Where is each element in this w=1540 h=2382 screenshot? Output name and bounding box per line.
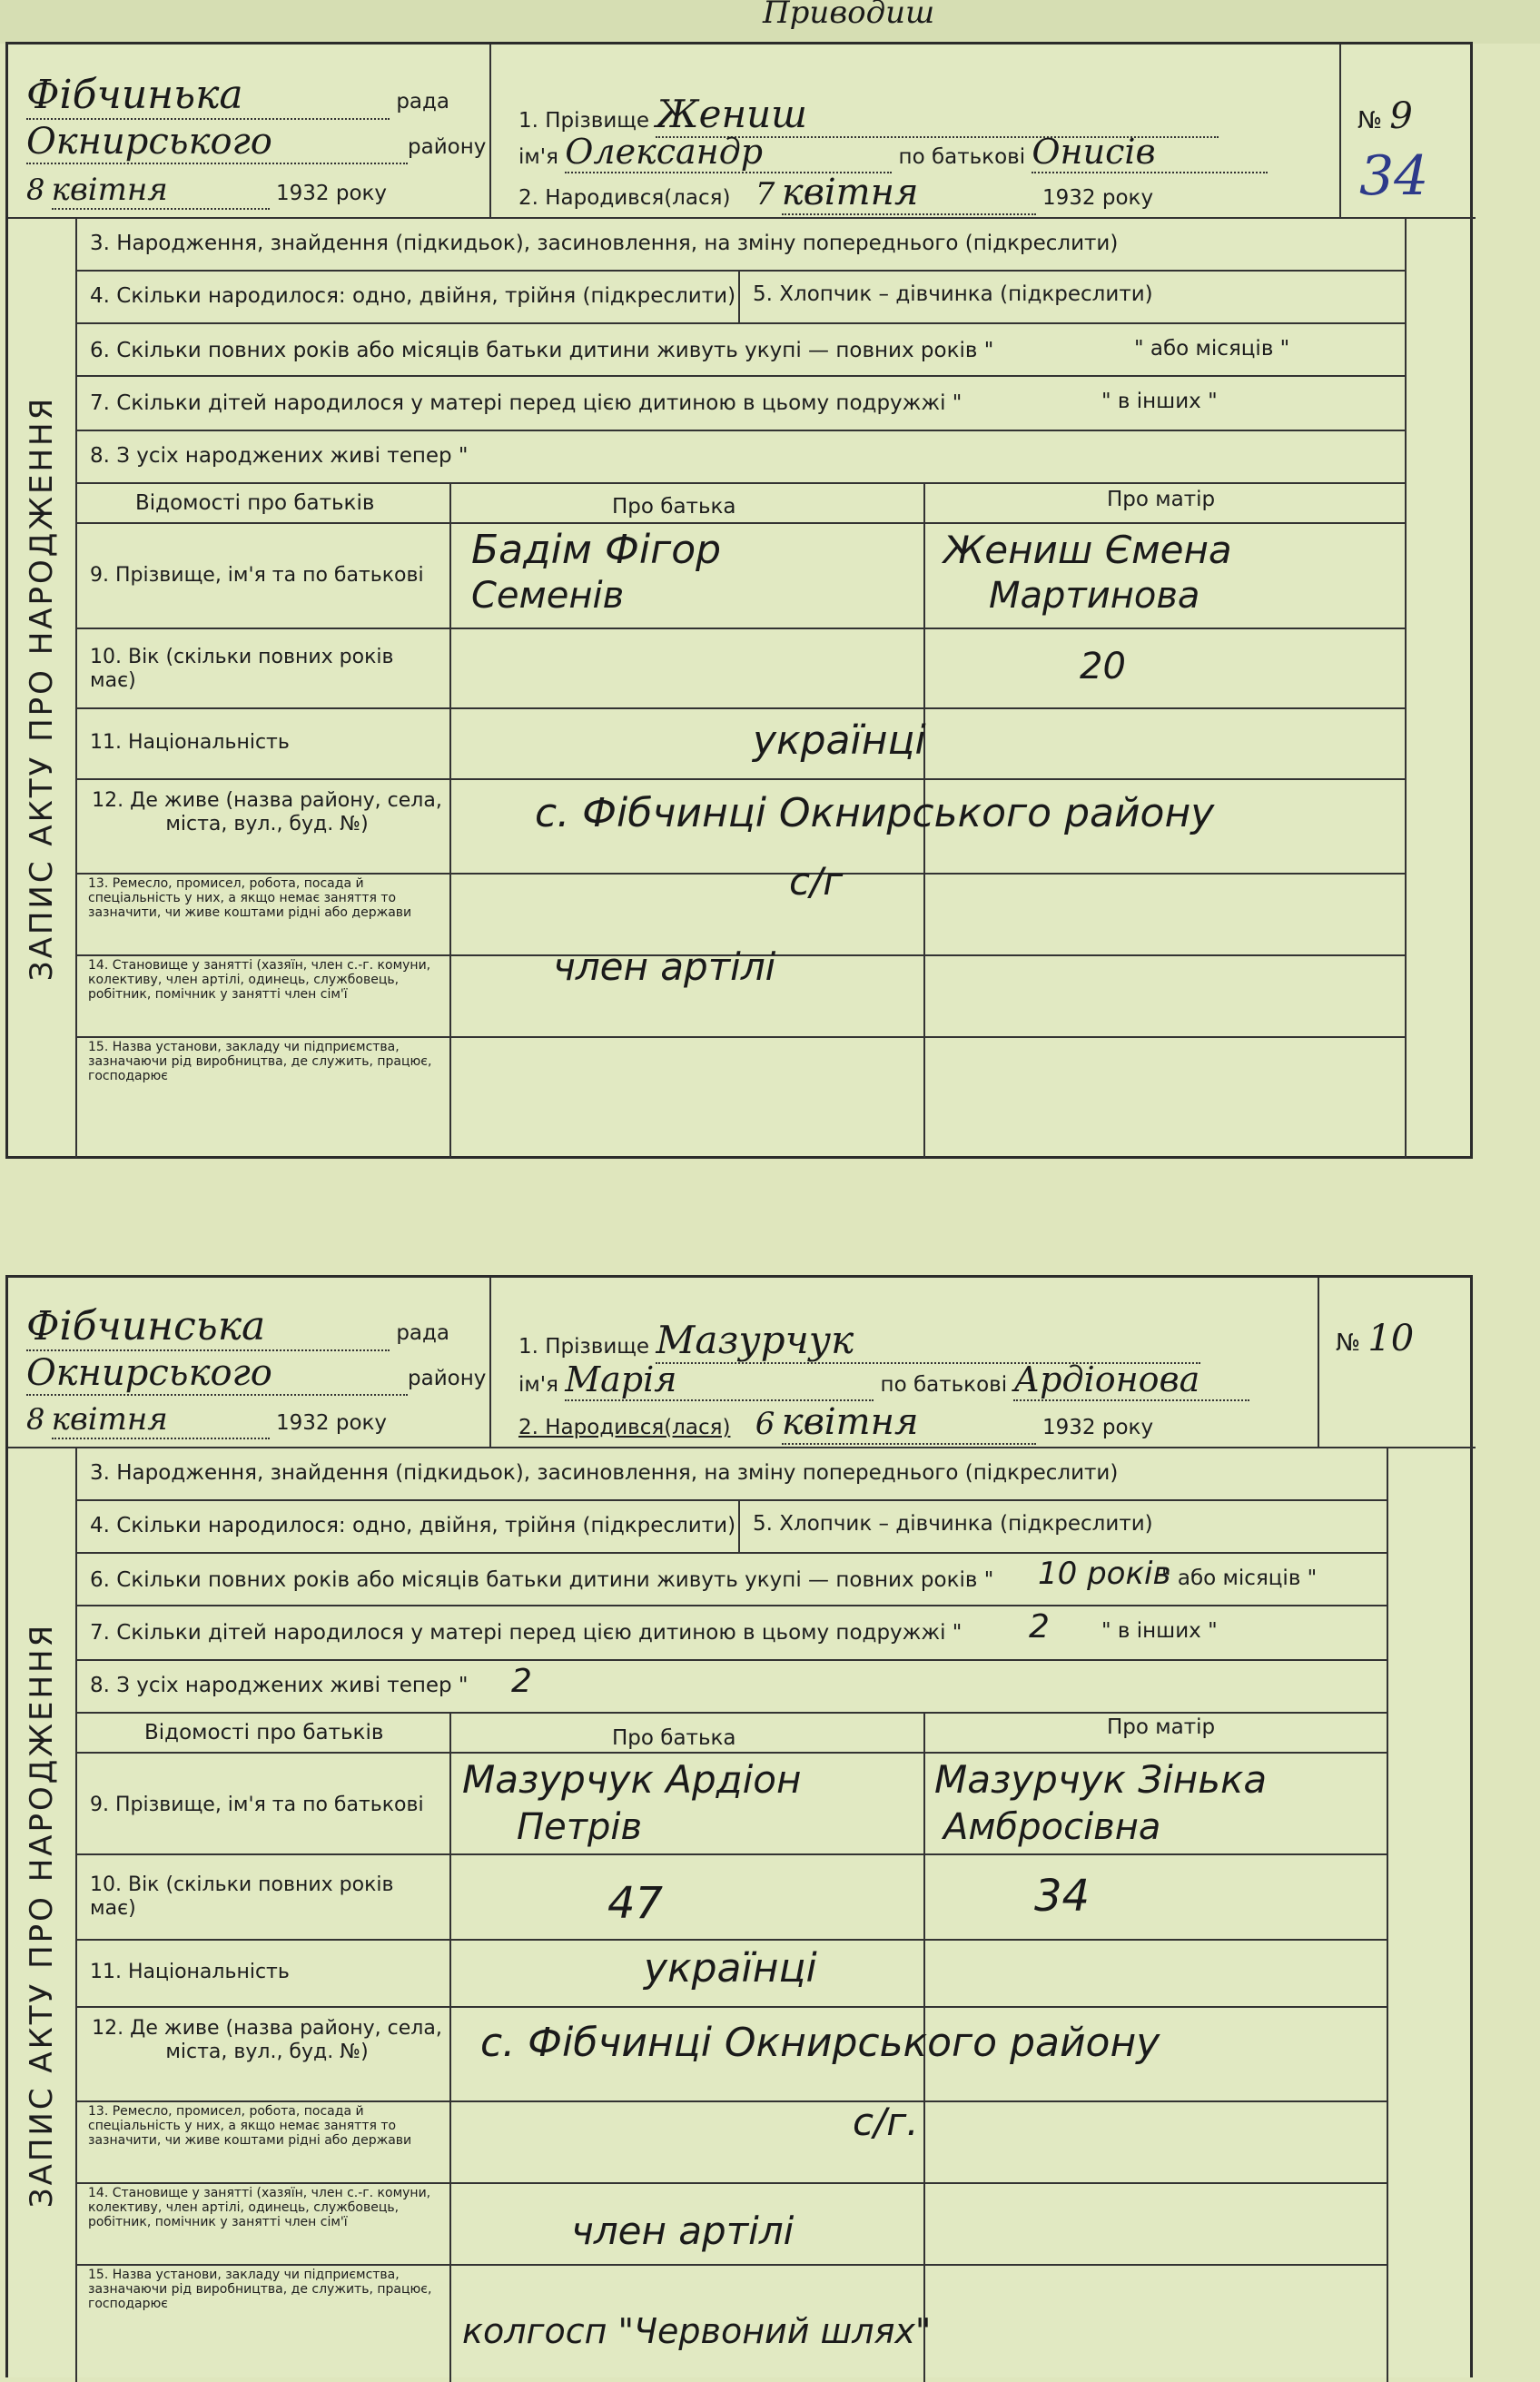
row-3: 3. Народження, знайдення (підкидьок), засиновлення, на зміну попереднього (підкреслити) bbox=[75, 219, 1407, 272]
row-6 bbox=[75, 1554, 1388, 1606]
row-6-value: 10 років bbox=[1038, 1556, 1171, 1592]
mother-age: 20 bbox=[1080, 646, 1126, 687]
row-6-label-b: " або місяців " bbox=[1134, 337, 1290, 361]
col-father: Про батька bbox=[612, 1726, 736, 1750]
record-year: 1932 bbox=[275, 1411, 330, 1435]
born-label: 2. Народився(лася) bbox=[518, 1416, 731, 1439]
previous-page-scrap bbox=[0, 0, 1540, 44]
header-number-block bbox=[1319, 1278, 1446, 1387]
number-label: № bbox=[1357, 107, 1383, 134]
child-surname: Мазурчук bbox=[656, 1318, 1200, 1364]
row-8 bbox=[75, 431, 1407, 484]
born-day: 6 bbox=[755, 1406, 775, 1442]
header-council-block bbox=[8, 44, 491, 217]
born-month: квітня bbox=[782, 172, 1036, 215]
label-12: 12. Де живе (назва району, села, міста, вул., буд. №) bbox=[92, 2017, 442, 2063]
row-7-label: 7. Скільки дітей народилося у матері перед цією дитиною в цьому подружжі " bbox=[90, 1621, 962, 1645]
header-number-block bbox=[1341, 44, 1468, 217]
row-8-label: 8. З усіх народжених живі тепер " bbox=[90, 1674, 469, 1697]
nationality: українці bbox=[753, 717, 926, 764]
row-8 bbox=[75, 1661, 1388, 1714]
record-year-label: року bbox=[335, 1411, 388, 1435]
council-label: рада bbox=[396, 1321, 450, 1345]
record-day: 8 bbox=[26, 173, 45, 207]
occupation: с/г. bbox=[853, 2100, 919, 2144]
row-8-value: 2 bbox=[511, 1663, 532, 1700]
col-info: Відомості про батьків bbox=[144, 1721, 384, 1744]
surname-label: 1. Прізвище bbox=[518, 1335, 650, 1359]
row-6 bbox=[75, 324, 1407, 377]
record-number: 9 bbox=[1389, 95, 1413, 137]
label-15: 15. Назва установи, закладу чи підприємства, зазначаючи рід виробництва, де служить, працює, господарює bbox=[88, 1040, 432, 1083]
col-mother: Про матір bbox=[1107, 488, 1216, 511]
number-label: № bbox=[1336, 1329, 1361, 1357]
row-7-label-b: " в інших " bbox=[1101, 1619, 1218, 1643]
district-label: району bbox=[408, 1367, 487, 1390]
record-number: 10 bbox=[1367, 1318, 1415, 1359]
label-11: 11. Національність bbox=[90, 731, 290, 754]
birth-record-form-1 bbox=[5, 42, 1473, 1159]
record-year: 1932 bbox=[275, 182, 330, 205]
record-month: квітня bbox=[52, 1401, 270, 1439]
occupation: с/г bbox=[789, 859, 844, 904]
father-name-2: Петрів bbox=[517, 1806, 643, 1848]
label-14: 14. Становище у занятті (хазяїн, член с.-г. комуни, колективу, член артілі, одинець, службовець, робітник, помічник у занятті член сім'ї bbox=[88, 2186, 431, 2229]
position: член артілі bbox=[553, 944, 776, 989]
row-5-label: 5. Хлопчик – дівчинка (підкреслити) bbox=[753, 1512, 1153, 1536]
row-6-label-b: " або місяців " bbox=[1161, 1567, 1318, 1590]
row-4-5 bbox=[75, 1501, 1388, 1554]
row-5-label: 5. Хлопчик – дівчинка (підкреслити) bbox=[753, 282, 1153, 306]
name-label: ім'я bbox=[518, 145, 558, 169]
nationality: українці bbox=[644, 1945, 817, 1992]
born-month: квітня bbox=[782, 1401, 1036, 1445]
record-month: квітня bbox=[52, 172, 270, 210]
mother-name-1: Жениш Ємена bbox=[943, 528, 1232, 572]
born-year: 1932 bbox=[1042, 186, 1096, 210]
patronymic-label: по батькові bbox=[880, 1373, 1008, 1397]
archive-number: 34 bbox=[1359, 144, 1429, 208]
district-name: Окнирського bbox=[26, 1352, 408, 1396]
row-4-label: 4. Скільки народилося: одно, двійня, трійня (підкреслити) bbox=[90, 1514, 736, 1537]
label-9: 9. Прізвище, ім'я та по батькові bbox=[90, 1794, 424, 1816]
child-name: Марія bbox=[565, 1359, 874, 1401]
label-12: 12. Де живе (назва району, села, міста, вул., буд. №) bbox=[92, 789, 442, 835]
birth-record-form-2 bbox=[5, 1275, 1473, 2377]
row-6-label: 6. Скільки повних років або місяців батьки дитини живуть укупі — повних років " bbox=[90, 339, 994, 362]
body-block bbox=[8, 217, 1476, 1158]
row-7 bbox=[75, 1606, 1388, 1661]
surname-label: 1. Прізвище bbox=[518, 109, 650, 133]
row-6-label: 6. Скільки повних років або місяців батьки дитини живуть укупі — повних років " bbox=[90, 1568, 994, 1592]
child-name: Олександр bbox=[565, 132, 892, 173]
child-patronymic: Ардіонова bbox=[1013, 1359, 1249, 1401]
mother-age: 34 bbox=[1034, 1871, 1091, 1922]
born-day: 7 bbox=[755, 176, 775, 213]
born-label: 2. Народився(лася) bbox=[518, 186, 731, 210]
row-7 bbox=[75, 377, 1407, 431]
row-7-label: 7. Скільки дітей народилося у матері перед цією дитиною в цьому подружжі " bbox=[90, 391, 962, 415]
residence: с. Фібчинці Окнирського району bbox=[535, 790, 1215, 836]
district-name: Окнирського bbox=[26, 121, 408, 164]
father-name-2: Семенів bbox=[471, 575, 625, 617]
council-name: Фібчинька bbox=[26, 72, 390, 120]
record-day: 8 bbox=[26, 1402, 45, 1437]
col-mother: Про матір bbox=[1107, 1715, 1216, 1739]
body-block bbox=[8, 1447, 1476, 2382]
side-title: ЗАПИС АКТУ ПРО НАРОДЖЕННЯ bbox=[8, 1448, 77, 2382]
label-9: 9. Прізвище, ім'я та по батькові bbox=[90, 564, 424, 587]
label-10: 10. Вік (скільки повних років має) bbox=[90, 646, 394, 692]
label-13: 13. Ремесло, промисел, робота, посада й спеціальність у них, а якщо немає заняття то зазначити, чи живе коштами рідні або держави bbox=[88, 876, 412, 920]
district-label: району bbox=[408, 135, 487, 159]
scrap-handwriting: Приводиш bbox=[763, 0, 935, 31]
mother-name-1: Мазурчук Зінька bbox=[934, 1757, 1268, 1802]
row-8-label: 8. З усіх народжених живі тепер " bbox=[90, 444, 469, 468]
label-10: 10. Вік (скільки повних років має) bbox=[90, 1873, 394, 1920]
row-3: 3. Народження, знайдення (підкидьок), засиновлення, на зміну попереднього (підкреслити) bbox=[75, 1448, 1388, 1501]
mother-name-2: Мартинова bbox=[989, 575, 1200, 617]
position: член артілі bbox=[571, 2209, 795, 2253]
institution: колгосп "Червоний шлях" bbox=[462, 2311, 932, 2351]
mother-name-2: Амбросівна bbox=[943, 1806, 1161, 1848]
label-13: 13. Ремесло, промисел, робота, посада й спеціальність у них, а якщо немає заняття то зазначити, чи живе коштами рідні або держави bbox=[88, 2104, 412, 2148]
label-14: 14. Становище у занятті (хазяїн, член с.-г. комуни, колективу, член артілі, одинець, службовець, робітник, помічник у занятті член сім'ї bbox=[88, 958, 431, 1002]
father-name-1: Мазурчук Ардіон bbox=[462, 1757, 802, 1802]
born-year-label: року bbox=[1101, 186, 1154, 210]
side-title: ЗАПИС АКТУ ПРО НАРОДЖЕННЯ bbox=[8, 219, 77, 1158]
record-year-label: року bbox=[335, 182, 388, 205]
header-council-block bbox=[8, 1278, 491, 1447]
row-7-label-b: " в інших " bbox=[1101, 390, 1218, 413]
child-patronymic: Онисів bbox=[1032, 132, 1268, 173]
father-age: 47 bbox=[607, 1878, 664, 1929]
row-7-value: 2 bbox=[1029, 1608, 1050, 1646]
born-year-label: року bbox=[1101, 1416, 1154, 1439]
born-year: 1932 bbox=[1042, 1416, 1096, 1439]
name-label: ім'я bbox=[518, 1373, 558, 1397]
council-name: Фібчинська bbox=[26, 1303, 390, 1351]
patronymic-label: по батькові bbox=[898, 145, 1026, 169]
child-surname: Жениш bbox=[656, 92, 1219, 138]
header-child-block bbox=[491, 44, 1341, 217]
label-15: 15. Назва установи, закладу чи підприємства, зазначаючи рід виробництва, де служить, працює, господарює bbox=[88, 2268, 432, 2311]
col-father: Про батька bbox=[612, 495, 736, 519]
row-4-label: 4. Скільки народилося: одно, двійня, трійня (підкреслити) bbox=[90, 284, 736, 308]
row-4-5 bbox=[75, 272, 1407, 324]
header-child-block bbox=[491, 1278, 1319, 1447]
label-11: 11. Національність bbox=[90, 1961, 290, 1983]
col-info: Відомості про батьків bbox=[135, 491, 375, 515]
residence: с. Фібчинці Окнирського району bbox=[480, 2020, 1160, 2066]
father-name-1: Бадім Фігор bbox=[471, 527, 722, 573]
council-label: рада bbox=[396, 90, 450, 114]
